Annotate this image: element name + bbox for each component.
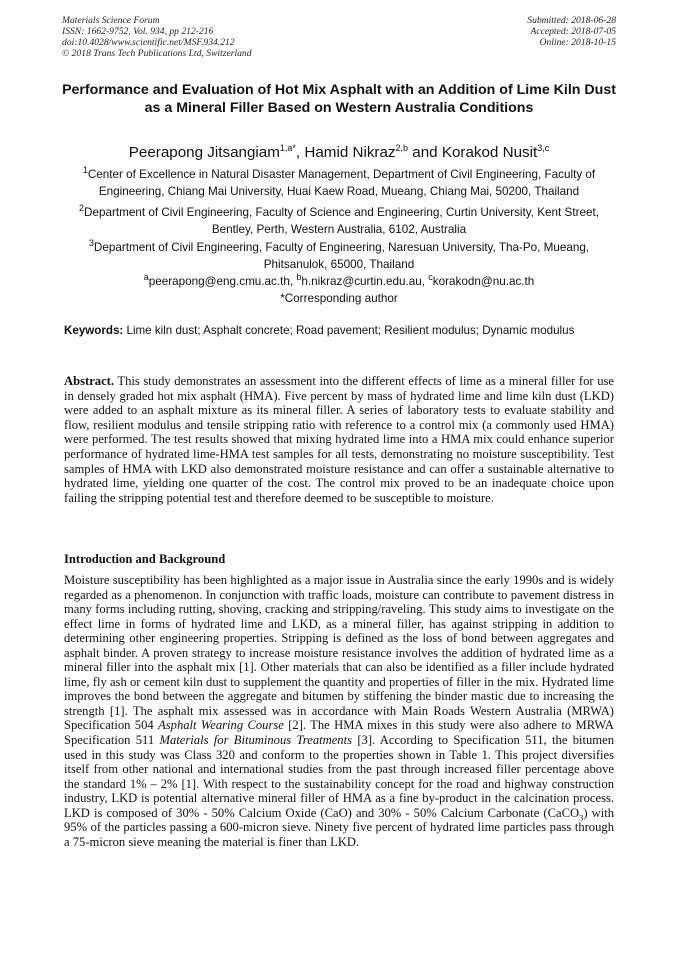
keywords — [64, 323, 614, 339]
journal-name: Materials Science Forum — [62, 15, 160, 26]
author-affiliation-mark: 2,b — [395, 142, 409, 153]
journal-header — [62, 15, 252, 59]
affiliation-text: Department of Civil Engineering, Faculty of Engineering, Naresuan University, Tha-Po, Mueang, Phitsanulok, 65000, Thailand — [93, 241, 590, 271]
dates-header — [527, 15, 616, 48]
keywords-text: Lime kiln dust; Asphalt concrete; Road pavement; Resilient modulus; Dynamic modulus — [123, 324, 575, 337]
corresponding-author-note: *Corresponding author — [280, 292, 398, 305]
submitted-date: Submitted: 2018-06-28 — [527, 15, 616, 26]
affiliation-1 — [62, 166, 616, 200]
spec-511-title: Materials for Bituminous Treatments — [159, 733, 353, 748]
online-date: Online: 2018-10-15 — [539, 37, 616, 48]
affiliation-number: 1 — [82, 165, 88, 176]
journal-copyright: © 2018 Trans Tech Publications Ltd, Switzerland — [62, 48, 252, 59]
affiliation-text: Center of Excellence in Natural Disaster Management, Department of Civil Engineering, Faculty of Engineering, Chiang Mai University, Huai Kaew Road, Mueang, Chiang Mai, 50200, Thailand — [87, 168, 596, 198]
affiliation-text: Department of Civil Engineering, Faculty of Science and Engineering, Curtin University, Kent Street, Bentley, Perth, Western Australia, 6102, Australia — [84, 206, 599, 236]
journal-doi: doi:10.4028/www.scientific.net/MSF.934.212 — [62, 37, 235, 48]
accepted-date: Accepted: 2018-07-05 — [530, 26, 616, 37]
email-mark: a — [143, 272, 149, 283]
affiliation-number: 2 — [79, 203, 85, 214]
email-line — [62, 273, 616, 290]
affiliation-3 — [62, 239, 616, 273]
body-paragraph-part: ) with 95% of the particles passing a 600-micron sieve. Ninety five percent of hydrated lime particles pass through a 75-micron sieve meaning the material is finer than LKD. — [64, 805, 615, 849]
author-separator: , — [295, 144, 305, 161]
author-name: Korakod Nusit — [441, 144, 538, 161]
subscript: 3 — [579, 812, 584, 823]
author-affiliation-mark: 3,c — [537, 142, 550, 153]
email-c: korakodn@nu.ac.th — [432, 275, 535, 288]
abstract-text: This study demonstrates an assessment into the different effects of lime as a mineral filler for use in densely graded hot mix asphalt (HMA). Five percent by mass of hydrated lime and lime kiln dust (LKD) were added to an asphalt mixture as its mineral filler. A series of laboratory tests to evaluate stability and flow, resilient modulus and tensile stripping ratio with reference to a control mix (a commonly used HMA) were performed. The test results showed that mixing hydrated lime into a HMA mix could enhance superior performance of hydrated lime-HMA test samples for all tests, demonstrating no moisture susceptibility. Test samples of HMA with LKD also demonstrated moisture resistance and can offer a sustainable alternative to hydrated lime, yielding one quarter of the cost. The control mix proved to be an inadequate choice upon failing the stripping potential test and therefore deemed to be susceptible to moisture. — [64, 374, 614, 505]
author-name: Peerapong Jitsangiam — [128, 144, 280, 161]
email-b: h.nikraz@curtin.edu.au, — [301, 275, 429, 288]
paper-title: Performance and Evaluation of Hot Mix Asphalt with an Addition of Lime Kiln Dust as a Mineral Filler Based on Western Australia Conditions — [62, 82, 616, 116]
author-list — [62, 143, 616, 162]
body-paragraph-part: Moisture susceptibility has been highlighted as a major issue in Australia since the early 1990s and is widely regarded as a phenomenon. In conjunction with traffic loads, moisture can contribute to pavement distress in many forms including rutting, shoving, cracking and stripping/raveling. This study aims to investigate on the effect lime in forms of hydrated lime and LKD, as a mineral filler, has against stripping in addition to determining other engineering properties. Stripping is defined as the loss of bond between aggregates and asphalt binder. A proven strategy to increase moisture resistance involves the addition of hydrated lime as a mineral filler into the asphalt mix [1]. Other materials that can also be identified as a filler include hydrated lime, fly ash or cement kiln dust to supplement the quantity and properties of filler in the mix. Hydrated lime improves the bond between the aggregate and bitumen by stiffening the binder mastic due to increasing the strength [1]. The asphalt mix assessed was in accordance with Main Roads Western Australia (MRWA) Specification 504 — [64, 573, 614, 733]
author-affiliation-mark: 1,a* — [279, 142, 296, 153]
keywords-label: Keywords: — [64, 324, 124, 337]
email-a: peerapong@eng.cmu.ac.th, — [148, 275, 297, 288]
author-name: Hamid Nikraz — [304, 144, 396, 161]
affiliation-2 — [62, 204, 616, 238]
spec-504-title: Asphalt Wearing Course — [158, 718, 284, 733]
body-paragraph-part: [2]. The HMA mixes in this study were also adhere to MRWA Specification 511 — [64, 718, 614, 748]
author-separator: and — [408, 144, 442, 161]
journal-issn: ISSN: 1662-9752, Vol. 934, pp 212-216 — [62, 26, 214, 37]
affiliation-number: 3 — [88, 238, 94, 249]
email-mark: c — [428, 272, 433, 283]
section-heading: Introduction and Background — [64, 552, 226, 566]
section-body — [64, 573, 614, 849]
email-block — [62, 273, 616, 307]
abstract-label: Abstract. — [64, 374, 115, 388]
email-mark: b — [296, 272, 302, 283]
body-paragraph-part: [3]. According to Specification 511, the bitumen used in this study was Class 320 and conform to the properties shown in Table 1. This project diversifies itself from other national and international studies from the past through increased filler percentage above the standard 1% – 2% [1]. With respect to the sustainability concept for the road and highway construction industry, LKD is potential alternative mineral filler of HMA as a fine by-product in the calcination process. LKD is composed of 30% - 50% Calcium Oxide (CaO) and 30% - 50% Calcium Carbonate (CaCO — [64, 733, 614, 820]
abstract — [64, 374, 614, 505]
